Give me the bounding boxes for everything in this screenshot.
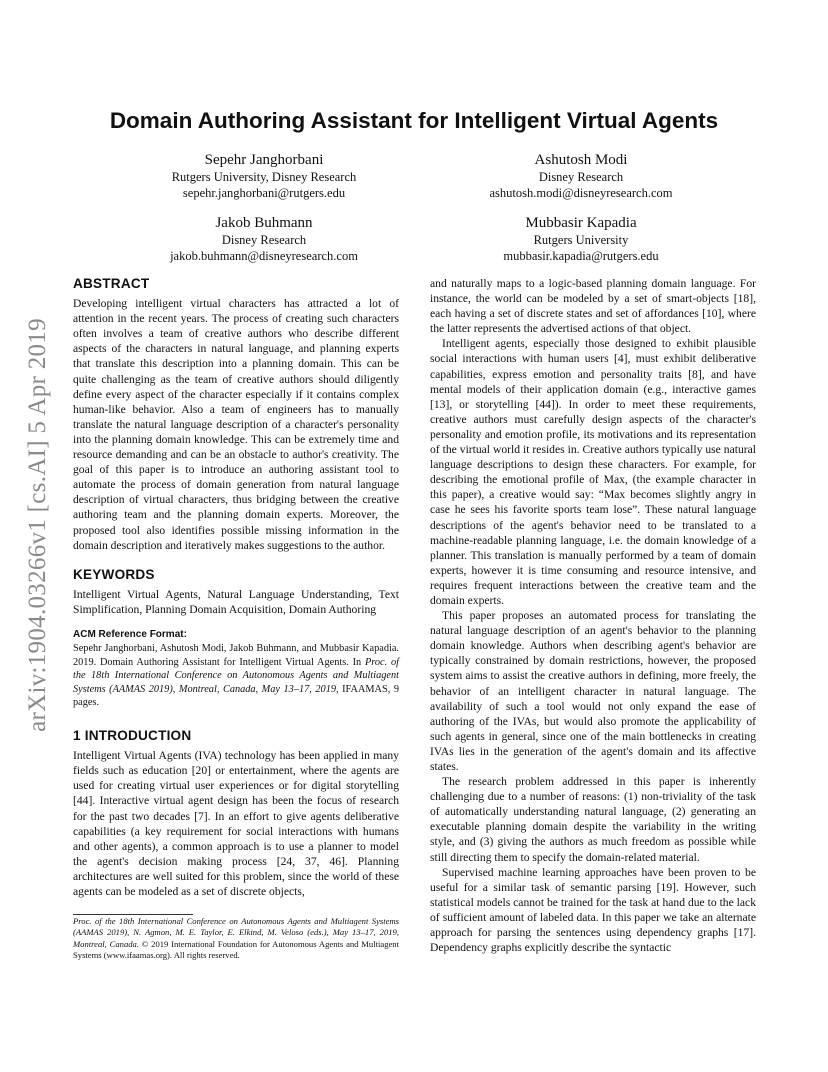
abstract-text: Developing intelligent virtual characters has attracted a lot of attention in the recent years. The process of creating such characters often involves a team of creative authors who describe different aspects of the characters in natural language, and planning experts that translate this description into a planning domain. This can be quite challenging as the team of creative authors should diligently define every aspect of the character especially if it contains complex human-like behavior. Also a team of engineers has to manually translate the natural language description of a character's personality into the planning domain knowledge. This can be extremely time and resource demanding and can be an obstacle to author's creativity. The goal of this paper is to introduce an authoring assistant tool to automate the process of domain generation from natural language description of virtual characters, thus bridging between the creative authoring team and the planning domain experts. Moreover, the proposed tool also identifies possible missing information in the domain description and iteratively makes suggestions to the author. (73, 297, 399, 552)
author-name: Sepehr Janghorbani (204, 152, 324, 168)
body-paragraph: and naturally maps to a logic-based planning domain language. For instance, the world can be modeled by a set of smart-objects [18], each having a set of discrete states and set of affordances [10], where the latter represents the advertised actions of that object. (430, 277, 756, 336)
body-paragraph: Intelligent agents, especially those designed to exhibit plausible social interactions with human users [4], must exhibit deliberative capabilities, express emotion and personality traits [8], and have mental models of their application domain (e.g., interactive games [13], or storytelling [44]). In order to meet these requirements, creative authors must carefully design aspects of the character's personality and emotion profile, its motivations and its representation of the virtual world it resides in. Creative authors typically use natural language descriptions to design these characters. For example, for describing the emotional profile of Max, (the example character in this paper), a creative would say: “Max becomes slightly angry in case he sees his favorite sports team lose”. These natural language descriptions of the agent's behavior need to be translated to a machine-readable planning language, i.e. the domain knowledge of a planner. This translation is manually performed by a team of domain experts, however it is time consuming and resource intensive, and requires frequent interactions between the creative team and the domain experts. (430, 337, 756, 607)
author-email: ashutosh.modi@disneyresearch.com (489, 185, 673, 200)
author-affiliation: Rutgers University, Disney Research (171, 170, 357, 184)
author-email: jakob.buhmann@disneyresearch.com (170, 248, 358, 263)
author-block (421, 150, 741, 202)
author-email: sepehr.janghorbani@rutgers.edu (182, 185, 346, 200)
introduction-paragraph: Intelligent Virtual Agents (IVA) technology has been applied in many fields such as education [20] or entertainment, where the agents are used for creating virtual user experiences or for digital storytelling [44]. Interactive virtual agent design has been the focus of research for the past two decades [7]. In an effort to give agents deliberative capabilities (a key requirement for social interactions with humans and other agents), a common approach is to use a planner to model the agent's decision making process [24, 37, 46]. Planning architectures are well suited for this problem, since the world of these agents can be modeled as a set of discrete objects, (73, 749, 399, 898)
right-column (430, 276, 756, 955)
author-block (421, 213, 741, 265)
introduction-heading: 1 INTRODUCTION (73, 728, 192, 744)
author-affiliation: Disney Research (538, 170, 624, 184)
arxiv-side-stamp (18, 290, 58, 760)
author-name: Ashutosh Modi (534, 152, 628, 168)
abstract-heading: ABSTRACT (73, 276, 150, 291)
paper-title: Domain Authoring Assistant for Intelligent Virtual Agents (109, 108, 719, 133)
body-paragraph: Supervised machine learning approaches have been proven to be useful for a similar task of semantic parsing [19]. However, such statistical models cannot be trained for the task at hand due to the lack of sufficient amount of labeled data. In this paper we take an alternate approach for parsing the sentences using dependency graphs [17]. Dependency graphs explicitly describe the syntactic (430, 865, 756, 955)
left-column (73, 276, 399, 899)
body-paragraph: This paper proposes an automated process for translating the natural language description of an agent's behavior to the planning domain knowledge. Authors when describing agent's behavior are typically constrained by domain restrictions, however, the proposed system aims to assist the creative authors in defining, more freely, the behavior of an intelligent character in natural language. The availability of such a tool would not only expand the ease of authoring of the IVAs, but would also promote the applicability of such agents in general, since one of the main bottlenecks in creating IVAs lies in the generation of the agent's domain and its affective states. (430, 609, 756, 773)
keywords-text: Intelligent Virtual Agents, Natural Language Understanding, Text Simplification, Planning Domain Acquisition, Domain Authoring (73, 587, 399, 616)
arxiv-identifier: arXiv:1904.03266v1 [cs.AI] 5 Apr 2019 (24, 318, 51, 732)
author-email: mubbasir.kapadia@rutgers.edu (503, 248, 659, 263)
author-block (104, 213, 424, 265)
author-name: Mubbasir Kapadia (525, 215, 637, 231)
acm-reference-heading: ACM Reference Format: (73, 628, 187, 640)
body-paragraph: The research problem addressed in this paper is inherently challenging due to a number of reasons: (1) non-triviality of the task of automatically understanding natural language, (2) generating an executable planning domain despite the variability in the writing style, and (3) giving the authors as much freedom as possible while still directing them to specify the domain-related material. (430, 775, 756, 864)
acm-reference-text: Sepehr Janghorbani, Ashutosh Modi, Jakob Buhmann, and Mubbasir Kapadia. 2019. Domain Authoring Assistant for Intelligent Virtual Agents. In Proc. of the 18th International Conference on Autonomous Agents and Multiagent Systems (AAMAS 2019), Montreal, Canada, May 13–17, 2019, IFAAMAS, 9 pages. (73, 643, 399, 709)
acm-reference (73, 627, 399, 710)
author-affiliation: Rutgers University (533, 233, 629, 247)
conference-footnote: Proc. of the 18th International Conference on Autonomous Agents and Multiagent Systems (AAMAS 2019), N. Agmon, M. E. Taylor, E. Elkind, M. Veloso (eds.), May 13–17, 2019, Montreal, Canada. © 2019 International Foundation for Autonomous Agents and Multiagent Systems (www.ifaamas.org). All rights reserved. (73, 916, 399, 961)
footnote-divider (73, 914, 193, 915)
keywords-heading: KEYWORDS (73, 566, 155, 582)
author-name: Jakob Buhmann (215, 215, 313, 231)
author-affiliation: Disney Research (221, 233, 307, 247)
author-block (104, 150, 424, 202)
